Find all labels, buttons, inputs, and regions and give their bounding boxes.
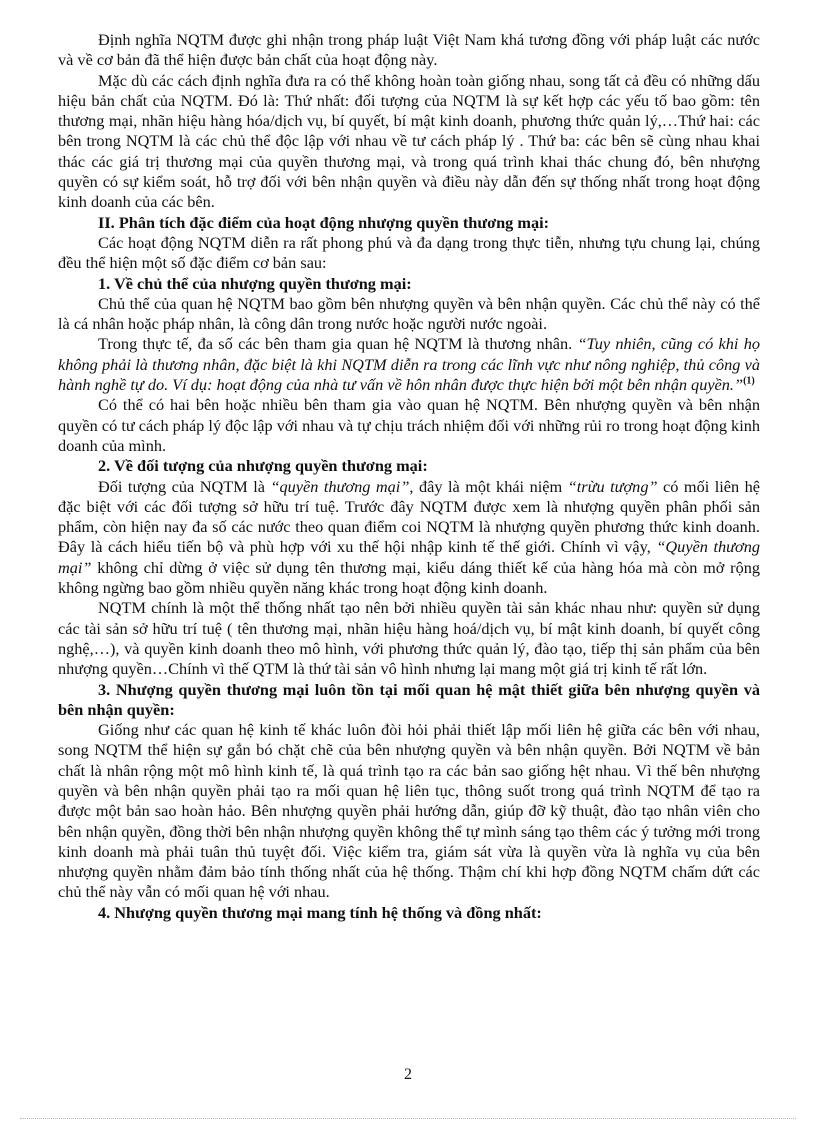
footnote-marker: (1) (743, 375, 755, 387)
merchants-text: Trong thực tế, đa số các bên tham gia quan hệ NQTM là thương nhân. (98, 334, 578, 354)
merchants-quote: “Tuy nhiên, cũng có khi họ không phải là thương nhân, đặc biệt là khi NQTM diễn ra trong các lĩnh vực như nông nghiệp, thủ công và hành nghề tự do. Ví dụ: hoạt động của nhà tư vấn về hôn nhân được thực hiện bởi một bên nhận quyền.” (58, 334, 760, 395)
paragraph-object (58, 477, 760, 599)
document-page (58, 30, 760, 923)
subheading-2: 2. Về đối tượng của nhượng quyền thương mại: (98, 456, 428, 476)
object-quote-1: “quyền thương mại” (270, 476, 410, 496)
paragraph-relationship: Giống như các quan hệ kinh tế khác luôn đòi hỏi phải thiết lập mối liên hệ giữa các bên với nhau, song NQTM thể hiện sự gắn bó chặt chẽ của bên nhượng quyền và bên nhận quyền. Bởi NQTM về bản chất là nhân rộng một mô hình kinh tế, là quá trình tạo ra các bản sao giống hệt nhau. Vì thế bên nhượng quyền và bên nhận quyền phải tạo ra mối quan hệ liên tục, thông suốt trong quá trình NQTM để tạo ra được một bản sao hoàn hảo. Bên nhượng quyền phải hướng dẫn, giúp đỡ kỹ thuật, đào tạo nhân viên cho bên nhận quyền, đồng thời bên nhận nhượng quyền không thể tự mình sáng tạo thêm các ý tưởng mới trong kinh doanh mà phải tuân thủ tuyệt đối. Việc kiểm tra, giám sát vừa là quyền vừa là nghĩa vụ của bên nhượng quyền nhằm đảm bảo tính thống nhất của hệ thống. Thậm chí khi hợp đồng NQTM chấm dứt các chủ thể này vẫn có mối quan hệ với nhau. (58, 720, 760, 902)
paragraph-intro: Các hoạt động NQTM diễn ra rất phong phú và đa dạng trong thực tiễn, nhưng tựu chung lại, chúng đều thể hiện một số đặc điểm cơ bản sau: (58, 232, 760, 273)
paragraph-unity: NQTM chính là một thể thống nhất tạo nên bởi nhiều quyền tài sản khác nhau như: quyền sử dụng các tài sản sở hữu trí tuệ ( tên thương mại, nhãn hiệu hàng hoá/dịch vụ, bí mật kinh doanh, bí quyết công nghệ,…), và quyền kinh doanh theo mô hình, với phương thức quản lý, đào tạo, tiếp thị sản phẩm của bên nhượng quyền…Chính vì thế QTM là thứ tài sản vô hình nhưng lại mang một giá trị kinh tế rất lớn. (58, 598, 760, 679)
subheading-1: 1. Về chủ thể của nhượng quyền thương mại: (98, 273, 412, 293)
paragraph-definition: Định nghĩa NQTM được ghi nhận trong pháp luật Việt Nam khá tương đồng với pháp luật các nước và về cơ bản đã thể hiện được bản chất của hoạt động này. (58, 30, 760, 70)
subheading-4: 4. Nhượng quyền thương mại mang tính hệ thống và đồng nhất: (98, 902, 542, 922)
object-text-4: không chỉ dừng ở việc sử dụng tên thương mại, kiểu dáng thiết kế của hàng hóa mà còn mở rộng không ngừng bao gồm nhiều quyền năng khác trong hoạt động kinh doanh. (58, 557, 760, 598)
object-text-2: , đây là một khái niệm (409, 476, 568, 496)
paragraph-subjects: Chủ thể của quan hệ NQTM bao gồm bên nhượng quyền và bên nhận quyền. Các chủ thể này có thể là cá nhân hoặc pháp nhân, là công dân trong nước hoặc người nước ngoài. (58, 293, 760, 334)
paragraph-parties: Có thể có hai bên hoặc nhiều bên tham gia vào quan hệ NQTM. Bên nhượng quyền và bên nhận quyền có tư cách pháp lý độc lập với nhau và tự chịu trách nhiệm đối với những rủi ro trong hoạt động kinh doanh của mình. (58, 395, 760, 455)
object-text-3: có mối liên hệ đặc biệt với các đối tượng sở hữu trí tuệ. Trước đây NQTM được xem là nhượng quyền phân phối sản phẩm, còn hiện nay đa số các nước theo quan điểm coi NQTM là nhượng quyền phương thức kinh doanh. Đây là cách hiểu tiến bộ và phù hợp với xu thế hội nhập kinh tế thế giới. Chính vì vậy, (58, 476, 761, 557)
paragraph-characteristics: Mặc dù các cách định nghĩa đưa ra có thể không hoàn toàn giống nhau, song tất cả đều có những dấu hiệu bản chất của NQTM. Đó là: Thứ nhất: đối tượng của NQTM là sự kết hợp các yếu tố bao gồm: tên thương mại, nhãn hiệu hàng hóa/dịch vụ, bí quyết, bí mật kinh doanh, phương thức quản lý,…Thứ hai: các bên trong NQTM là các chủ thể độc lập với nhau về tư cách pháp lý . Thứ ba: các bên sẽ cùng nhau khai thác các giá trị thương mại của quyền thương mại, và trong quá trình khai thác chung đó, bên nhượng quyền có sự kiểm soát, hỗ trợ đối với bên nhận quyền và điều này dẫn đến sự thống nhất trong hoạt động kinh doanh của các bên. (58, 70, 760, 212)
paragraph-merchants (58, 334, 760, 395)
page-number: 2 (404, 1066, 412, 1083)
section-heading-ii: II. Phân tích đặc điểm của hoạt động nhượng quyền thương mại: (98, 212, 550, 232)
object-quote-2: “trừu tượng” (567, 476, 658, 496)
object-text-1: Đối tượng của NQTM là (98, 476, 271, 496)
object-quote-3: “Quyền thương mại” (58, 537, 760, 577)
page-bottom-rule (20, 1118, 796, 1119)
subheading-3: 3. Nhượng quyền thương mại luôn tồn tại mối quan hệ mật thiết giữa bên nhượng quyền và bên nhận quyền: (58, 679, 760, 719)
